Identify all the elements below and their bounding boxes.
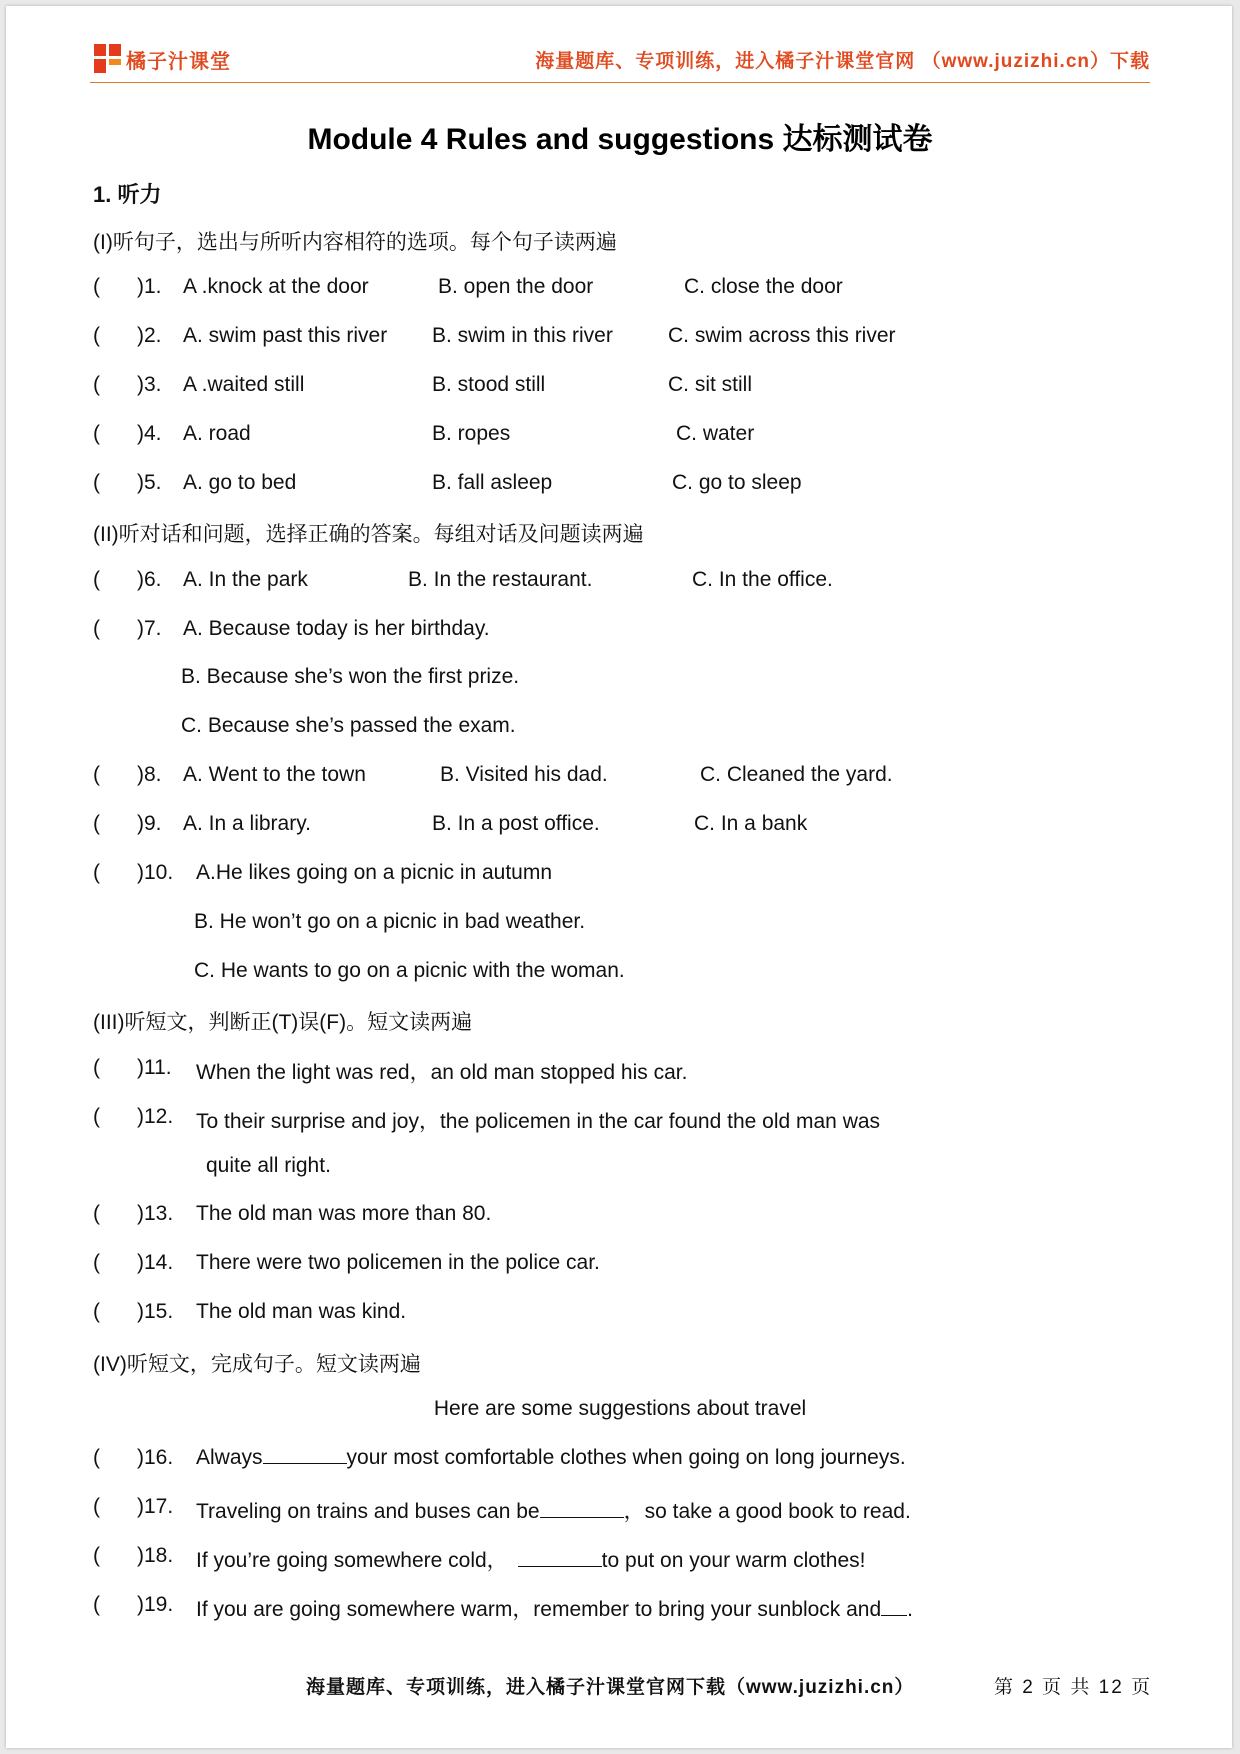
- question-number: )12.: [137, 1105, 174, 1128]
- option-c: C. Because she’s passed the exam.: [181, 714, 516, 737]
- option-a: A. swim past this river: [183, 324, 388, 347]
- option-b: B. Because she’s won the first prize.: [181, 665, 520, 688]
- part1-heading: (I)听句子，选出与所听内容相符的选项。每个句子读两遍: [93, 231, 617, 254]
- question-number: )10.: [137, 861, 174, 884]
- answer-paren: (: [93, 1202, 100, 1225]
- answer-paren: (: [93, 1300, 100, 1323]
- part3-heading: (III)听短文，判断正(T)误(F)。短文读两遍: [93, 1011, 473, 1034]
- option-a: A. In the park: [183, 568, 308, 591]
- option-b: B. ropes: [432, 422, 511, 445]
- header-download-text: 海量题库、专项训练，进入橘子汁课堂官网 （www.juzizhi.cn）下载: [535, 51, 1150, 72]
- answer-paren: (: [93, 373, 100, 396]
- answer-paren: (: [93, 568, 100, 591]
- answer-paren: (: [93, 763, 100, 786]
- question-number: )3.: [137, 373, 162, 396]
- answer-paren: (: [93, 275, 100, 298]
- question-number: )1.: [137, 275, 162, 298]
- option-b: B. swim in this river: [432, 324, 613, 347]
- part4-subtitle: Here are some suggestions about travel: [433, 1397, 807, 1420]
- statement-text: There were two policemen in the police car.: [196, 1251, 600, 1274]
- question-number: )16.: [137, 1446, 174, 1469]
- option-b: B. fall asleep: [432, 471, 553, 494]
- option-c: C. sit still: [668, 373, 752, 396]
- brand-logo: [94, 44, 231, 74]
- statement-text: The old man was kind.: [196, 1300, 407, 1323]
- statement-text: To their surprise and joy，the policemen in the car found the old man was: [196, 1110, 881, 1133]
- question-number: )18.: [137, 1544, 174, 1567]
- statement-continuation: quite all right.: [206, 1154, 331, 1177]
- statement-text: When the light was red，an old man stopped his car.: [196, 1061, 688, 1084]
- question-number: )13.: [137, 1202, 174, 1225]
- answer-paren: (: [93, 1056, 100, 1079]
- sentence-end: to put on your warm clothes!: [601, 1549, 866, 1572]
- option-c: C. Cleaned the yard.: [700, 763, 893, 786]
- page-header: [90, 42, 1150, 83]
- option-a: A. Because today is her birthday.: [183, 617, 490, 640]
- page-title: Module 4 Rules and suggestions 达标测试卷: [307, 123, 933, 156]
- answer-paren: (: [93, 471, 100, 494]
- sentence-start: If you’re going somewhere cold，: [196, 1549, 508, 1572]
- fill-blank: [263, 1463, 347, 1464]
- sentence: [196, 1495, 911, 1525]
- answer-paren: (: [93, 812, 100, 835]
- option-c: C. go to sleep: [672, 471, 802, 494]
- sentence-end: your most comfortable clothes when going on long journeys.: [346, 1446, 906, 1469]
- option-a: A. Went to the town: [183, 763, 366, 786]
- question-number: )14.: [137, 1251, 174, 1274]
- logo-text: 橘子汁课堂: [126, 50, 231, 73]
- question-number: )9.: [137, 812, 162, 835]
- footer-download-text: 海量题库、专项训练，进入橘子汁课堂官网下载（www.juzizhi.cn）: [306, 1677, 915, 1698]
- document-page: [6, 6, 1232, 1748]
- question-number: )7.: [137, 617, 162, 640]
- answer-paren: (: [93, 324, 100, 347]
- option-b: B. open the door: [438, 275, 594, 298]
- option-a: A .waited still: [183, 373, 305, 396]
- option-b: B. He won’t go on a picnic in bad weather.: [194, 910, 586, 933]
- option-c: C. swim across this river: [668, 324, 896, 347]
- question-number: )19.: [137, 1593, 174, 1616]
- option-b: B. In a post office.: [432, 812, 600, 835]
- answer-paren: (: [93, 1251, 100, 1274]
- sentence-start: If you are going somewhere warm，remember to bring your sunblock and: [196, 1598, 882, 1621]
- question-number: )2.: [137, 324, 162, 347]
- answer-paren: (: [93, 617, 100, 640]
- question-number: )8.: [137, 763, 162, 786]
- question-number: )15.: [137, 1300, 174, 1323]
- option-c: C. In a bank: [694, 812, 808, 835]
- part2-heading: (II)听对话和问题，选择正确的答案。每组对话及问题读两遍: [93, 523, 644, 546]
- answer-paren: (: [93, 1446, 100, 1469]
- option-c: C. close the door: [684, 275, 843, 298]
- sentence-start: Traveling on trains and buses can be: [196, 1500, 540, 1523]
- section-heading-listening: 1. 听力: [93, 182, 162, 207]
- fill-blank: [540, 1517, 624, 1518]
- answer-paren: (: [93, 861, 100, 884]
- sentence: [196, 1544, 865, 1574]
- answer-paren: (: [93, 1544, 100, 1567]
- option-a: A. go to bed: [183, 471, 297, 494]
- question-number: )17.: [137, 1495, 174, 1518]
- question-number: )5.: [137, 471, 162, 494]
- option-a: A.He likes going on a picnic in autumn: [196, 861, 553, 884]
- fill-blank: [518, 1566, 602, 1567]
- option-c: C. water: [676, 422, 755, 445]
- option-c: C. He wants to go on a picnic with the woman.: [194, 959, 625, 982]
- sentence-start: Always: [196, 1446, 263, 1469]
- option-b: B. stood still: [432, 373, 546, 396]
- part4-heading: (IV)听短文，完成句子。短文读两遍: [93, 1353, 421, 1376]
- answer-paren: (: [93, 1105, 100, 1128]
- question-number: )4.: [137, 422, 162, 445]
- logo-icon: [94, 44, 122, 74]
- question-number: )6.: [137, 568, 162, 591]
- answer-paren: (: [93, 422, 100, 445]
- fill-blank: [881, 1615, 907, 1616]
- option-b: B. In the restaurant.: [408, 568, 593, 591]
- sentence-end: ，so take a good book to read.: [623, 1500, 911, 1523]
- option-b: B. Visited his dad.: [440, 763, 608, 786]
- option-a: A .knock at the door: [183, 275, 369, 298]
- page-number: 第 2 页 共 12 页: [994, 1677, 1153, 1698]
- statement-text: The old man was more than 80.: [196, 1202, 492, 1225]
- question-number: )11.: [137, 1056, 172, 1079]
- option-c: C. In the office.: [692, 568, 833, 591]
- sentence: [196, 1446, 906, 1470]
- answer-paren: (: [93, 1593, 100, 1616]
- sentence: [196, 1593, 913, 1623]
- answer-paren: (: [93, 1495, 100, 1518]
- option-a: A. In a library.: [183, 812, 311, 835]
- sentence-end: .: [907, 1598, 913, 1621]
- option-a: A. road: [183, 422, 251, 445]
